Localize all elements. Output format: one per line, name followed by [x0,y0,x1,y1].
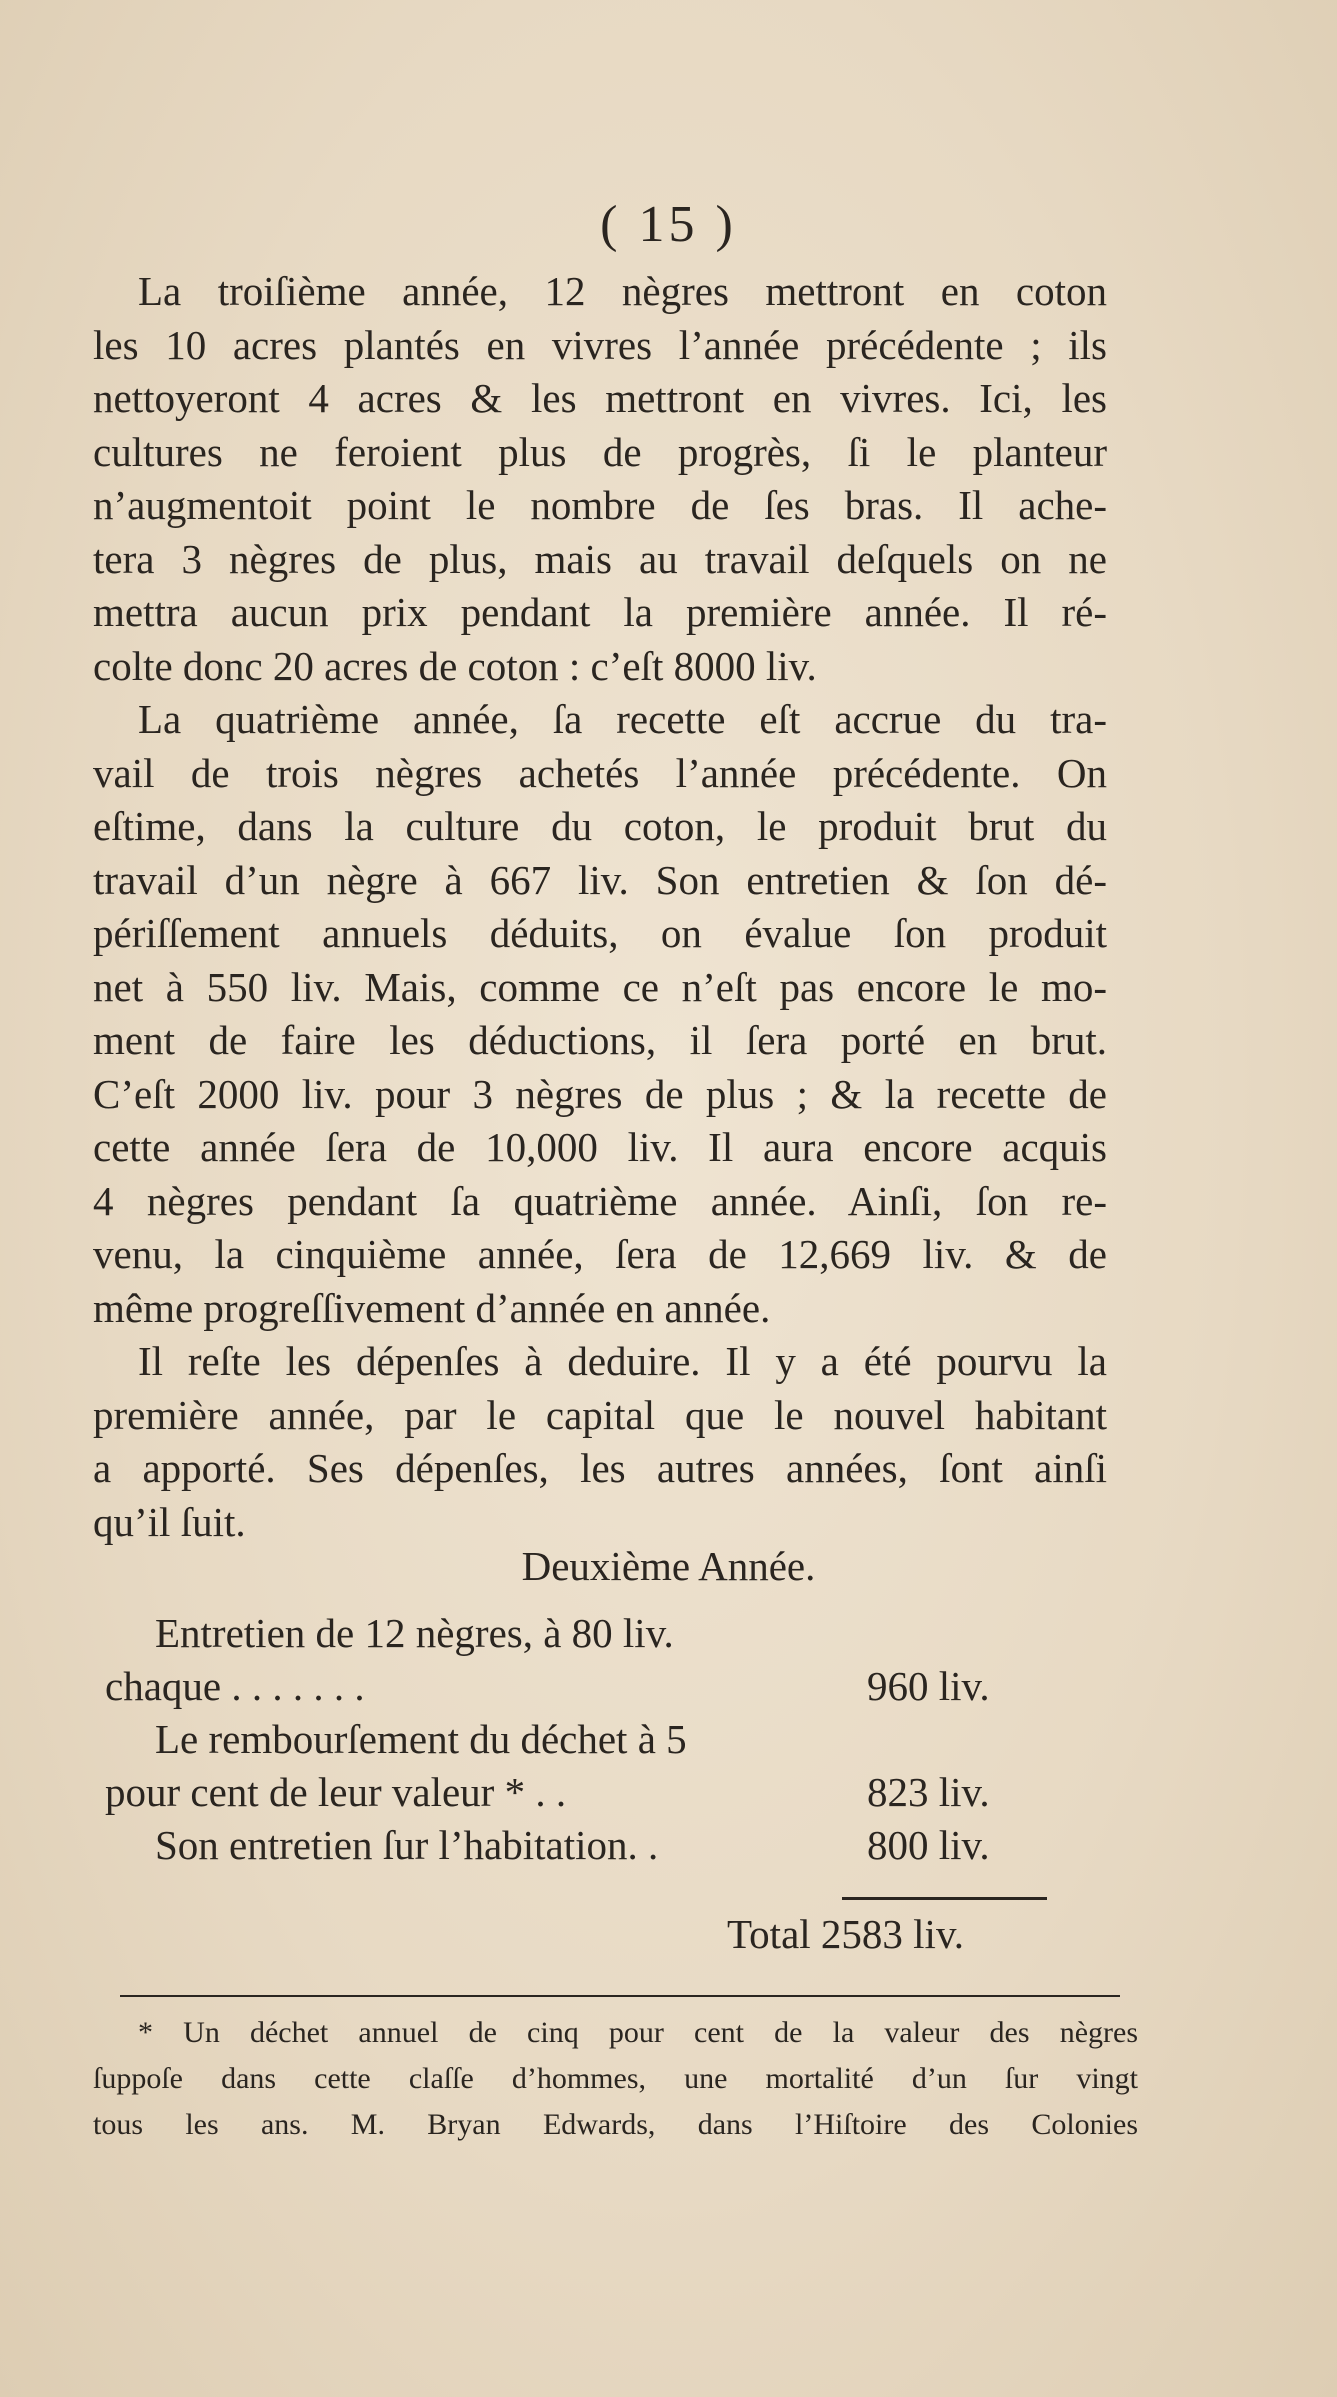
body-line: 4 nègres pendant ſa quatrième année. Ainſi, ſon re- [93,1177,1107,1224]
expense-label: Le rembourſement du déchet à 5 [155,1716,687,1762]
body-line: C’eſt 2000 liv. pour 3 nègres de plus ; & la recette de [93,1070,1107,1117]
expense-row [105,1607,1035,1660]
body-line: tera 3 nègres de plus, mais au travail deſquels on ne [93,535,1107,582]
body-line: première année, par le capital que le nouvel habitant [93,1391,1107,1438]
body-line: cultures ne feroient plus de progrès, ſi le planteur [93,428,1107,475]
expense-label: Entretien de 12 nègres, à 80 liv. [155,1610,674,1656]
expense-label: pour cent de leur valeur * . . [105,1769,567,1815]
expense-row [105,1819,1035,1872]
expense-total: Total 2583 liv. [727,1911,965,1957]
body-line: net à 550 liv. Mais, comme ce n’eſt pas encore le mo- [93,963,1107,1010]
footnote-rule [120,1995,1120,1997]
expense-amount: 823 liv. [867,1769,990,1815]
body-line: vail de trois nègres achetés l’année précédente. On [93,749,1107,796]
body-line: périſſement annuels déduits, on évalue ſon produit [93,910,1107,956]
expense-row [105,1713,1035,1766]
footnote [93,2010,1138,2148]
expense-amount: 960 liv. [867,1663,990,1709]
body-line: les 10 acres plantés en vivres l’année précédente ; ils [93,321,1107,368]
section-heading: Deuxième Année. [521,1543,816,1589]
body-line: n’augmentoit point le nombre de ſes bras. Il ache- [93,482,1107,528]
sum-rule [842,1897,1047,1900]
page-number: ( 15 ) [600,196,737,253]
footnote-line: tous les ans. M. Bryan Edwards, dans l’Hiſtoire des Colonies [93,2108,1138,2141]
body-text [93,265,1107,1549]
body-line: a apporté. Ses dépenſes, les autres années, ſont ainſi [93,1445,1107,1491]
body-line: qu’il ſuit. [93,1498,246,1545]
expense-label: Son entretien ſur l’habitation. . [155,1822,659,1868]
expense-row [105,1660,1035,1713]
expense-list [105,1607,1035,1872]
body-line: La quatrième année, ſa recette eſt accrue du tra- [138,696,1107,742]
body-line: ment de faire les déductions, il ſera porté en brut. [93,1017,1107,1063]
expense-label: chaque . . . . . . . [105,1663,365,1709]
body-line: même progreſſivement d’année en année. [93,1284,771,1331]
body-line: Il reſte les dépenſes à deduire. Il y a été pourvu la [138,1338,1107,1384]
footnote-line: ſuppoſe dans cette claſſe d’hommes, une mortalité d’un ſur vingt [93,2062,1138,2095]
body-line: nettoyeront 4 acres & les mettront en vivres. Ici, les [93,375,1107,421]
footnote-line: * Un déchet annuel de cinq pour cent de la valeur des nègres [138,2016,1138,2049]
body-line: cette année ſera de 10,000 liv. Il aura encore acquis [93,1124,1107,1170]
body-line: venu, la cinquième année, ſera de 12,669 liv. & de [93,1231,1107,1277]
body-line: travail d’un nègre à 667 liv. Son entretien & ſon dé- [93,856,1107,903]
body-line: eſtime, dans la culture du coton, le produit brut du [93,803,1107,849]
expense-amount: 800 liv. [867,1822,990,1868]
body-line: colte donc 20 acres de coton : c’eſt 8000 liv. [93,642,817,689]
body-line: mettra aucun prix pendant la première année. Il ré- [93,589,1107,635]
body-line: La troiſième année, 12 nègres mettront en coton [138,268,1107,314]
expense-row [105,1766,1035,1819]
